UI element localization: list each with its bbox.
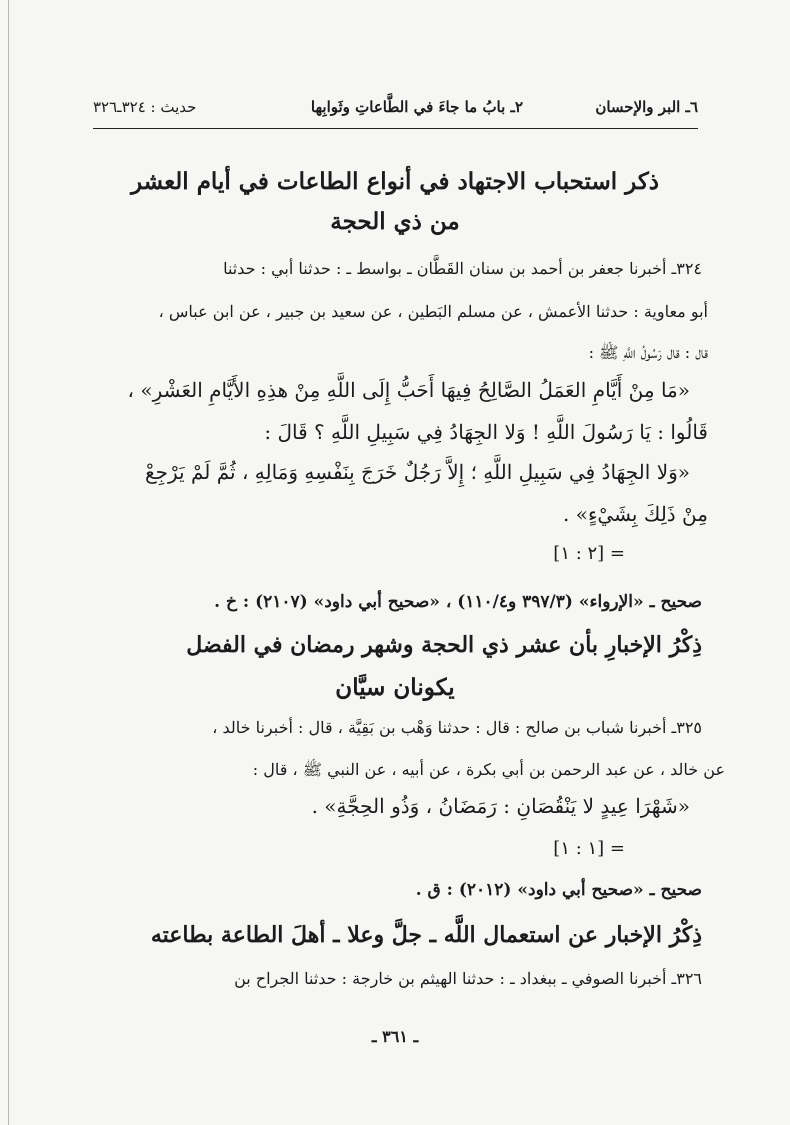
running-header bbox=[93, 98, 698, 124]
isnad-line: أبو معاوية : حدثنا الأعمش ، عن مسلم البَطين ، عن سعيد بن جبير ، عن ابن عباس ، bbox=[158, 302, 708, 321]
section-title: ذِكْرُ الإخبار عن استعمال اللَّه ـ جلَّ وعلا ـ أهلَ الطاعة بطاعته bbox=[150, 922, 702, 948]
matn-line: «مَا مِنْ أَيَّامِ العَمَلُ الصَّالِحُ فِيهَا أَحَبُّ إِلَى اللَّهِ مِنْ هذِهِ الأَيَّامِ العَشْرِ» ، bbox=[127, 378, 690, 402]
section-title: ذكر استحباب الاجتهاد في أنواع الطاعات في أيام العشر bbox=[130, 168, 660, 195]
isnad-line: عن خالد ، عن عبد الرحمن بن أبي بكرة ، عن أبيه ، عن النبي ﷺ ، قال : bbox=[252, 760, 725, 779]
page-edge bbox=[8, 0, 9, 1125]
header-hadith-range: حديث : ٣٢٤ـ٣٢٦ bbox=[93, 98, 197, 116]
section-title: يكونان سيَّان bbox=[335, 674, 455, 701]
page-number: ـ ٣٦١ ـ bbox=[371, 1027, 419, 1046]
isnad-line: قال : قال رَسُولُ اللَّهِ ﷺ : bbox=[588, 343, 708, 362]
isnad-line: ٣٢٤ـ أخبرنا جعفر بن أحمد بن سنان القَطَّان ـ بواسط ـ : حدثنا أبي : حدثنا bbox=[223, 259, 702, 278]
isnad-line: ٣٢٥ـ أخبرنا شباب بن صالح : قال : حدثنا وَهْب بن بَقِيَّة ، قال : أخبرنا خالد ، bbox=[212, 718, 702, 737]
matn-line: قَالُوا : يَا رَسُولَ اللَّهِ ! وَلا الجِهَادُ فِي سَبِيلِ اللَّهِ ؟ قَالَ : bbox=[264, 420, 708, 444]
grading-line: صحيح ـ «صحيح أبي داود» (٢٠١٢) : ق . bbox=[415, 880, 702, 900]
cross-reference: = [١ : ١] bbox=[553, 838, 625, 859]
matn-line: «وَلا الجِهَادُ فِي سَبِيلِ اللَّهِ ؛ إِلاَّ رَجُلٌ خَرَجَ بِنَفْسِهِ وَمَالِهِ ، ثُمَّ لَمْ يَرْجِعْ bbox=[145, 460, 690, 484]
header-divider bbox=[93, 128, 698, 129]
cross-reference: = [٢ : ١] bbox=[553, 543, 625, 564]
matn-line: مِنْ ذَلِكَ بِشَيْءٍ» . bbox=[563, 502, 708, 526]
matn-line: «شَهْرَا عِيدٍ لا يَنْقُصَانِ : رَمَضَانُ ، وَذُو الحِجَّةِ» . bbox=[311, 794, 690, 818]
section-title: ذِكْرُ الإخبارِ بأن عشر ذي الحجة وشهر رمضان في الفضل bbox=[186, 632, 702, 658]
grading-line: صحيح ـ «الإرواء» (٣٩٧/٣ و١١٠/٤) ، «صحيح أبي داود» (٢١٠٧) : خ . bbox=[214, 592, 702, 612]
header-section: ٢ـ بابُ ما جاءَ في الطَّاعاتِ وثَوابِها bbox=[310, 98, 523, 116]
header-chapter: ٦ـ البر والإحسان bbox=[595, 98, 698, 116]
section-title: من ذي الحجة bbox=[330, 208, 460, 235]
isnad-line: ٣٢٦ـ أخبرنا الصوفي ـ ببغداد ـ : حدثنا الهيثم بن خارجة : حدثنا الجراح بن bbox=[234, 969, 702, 988]
